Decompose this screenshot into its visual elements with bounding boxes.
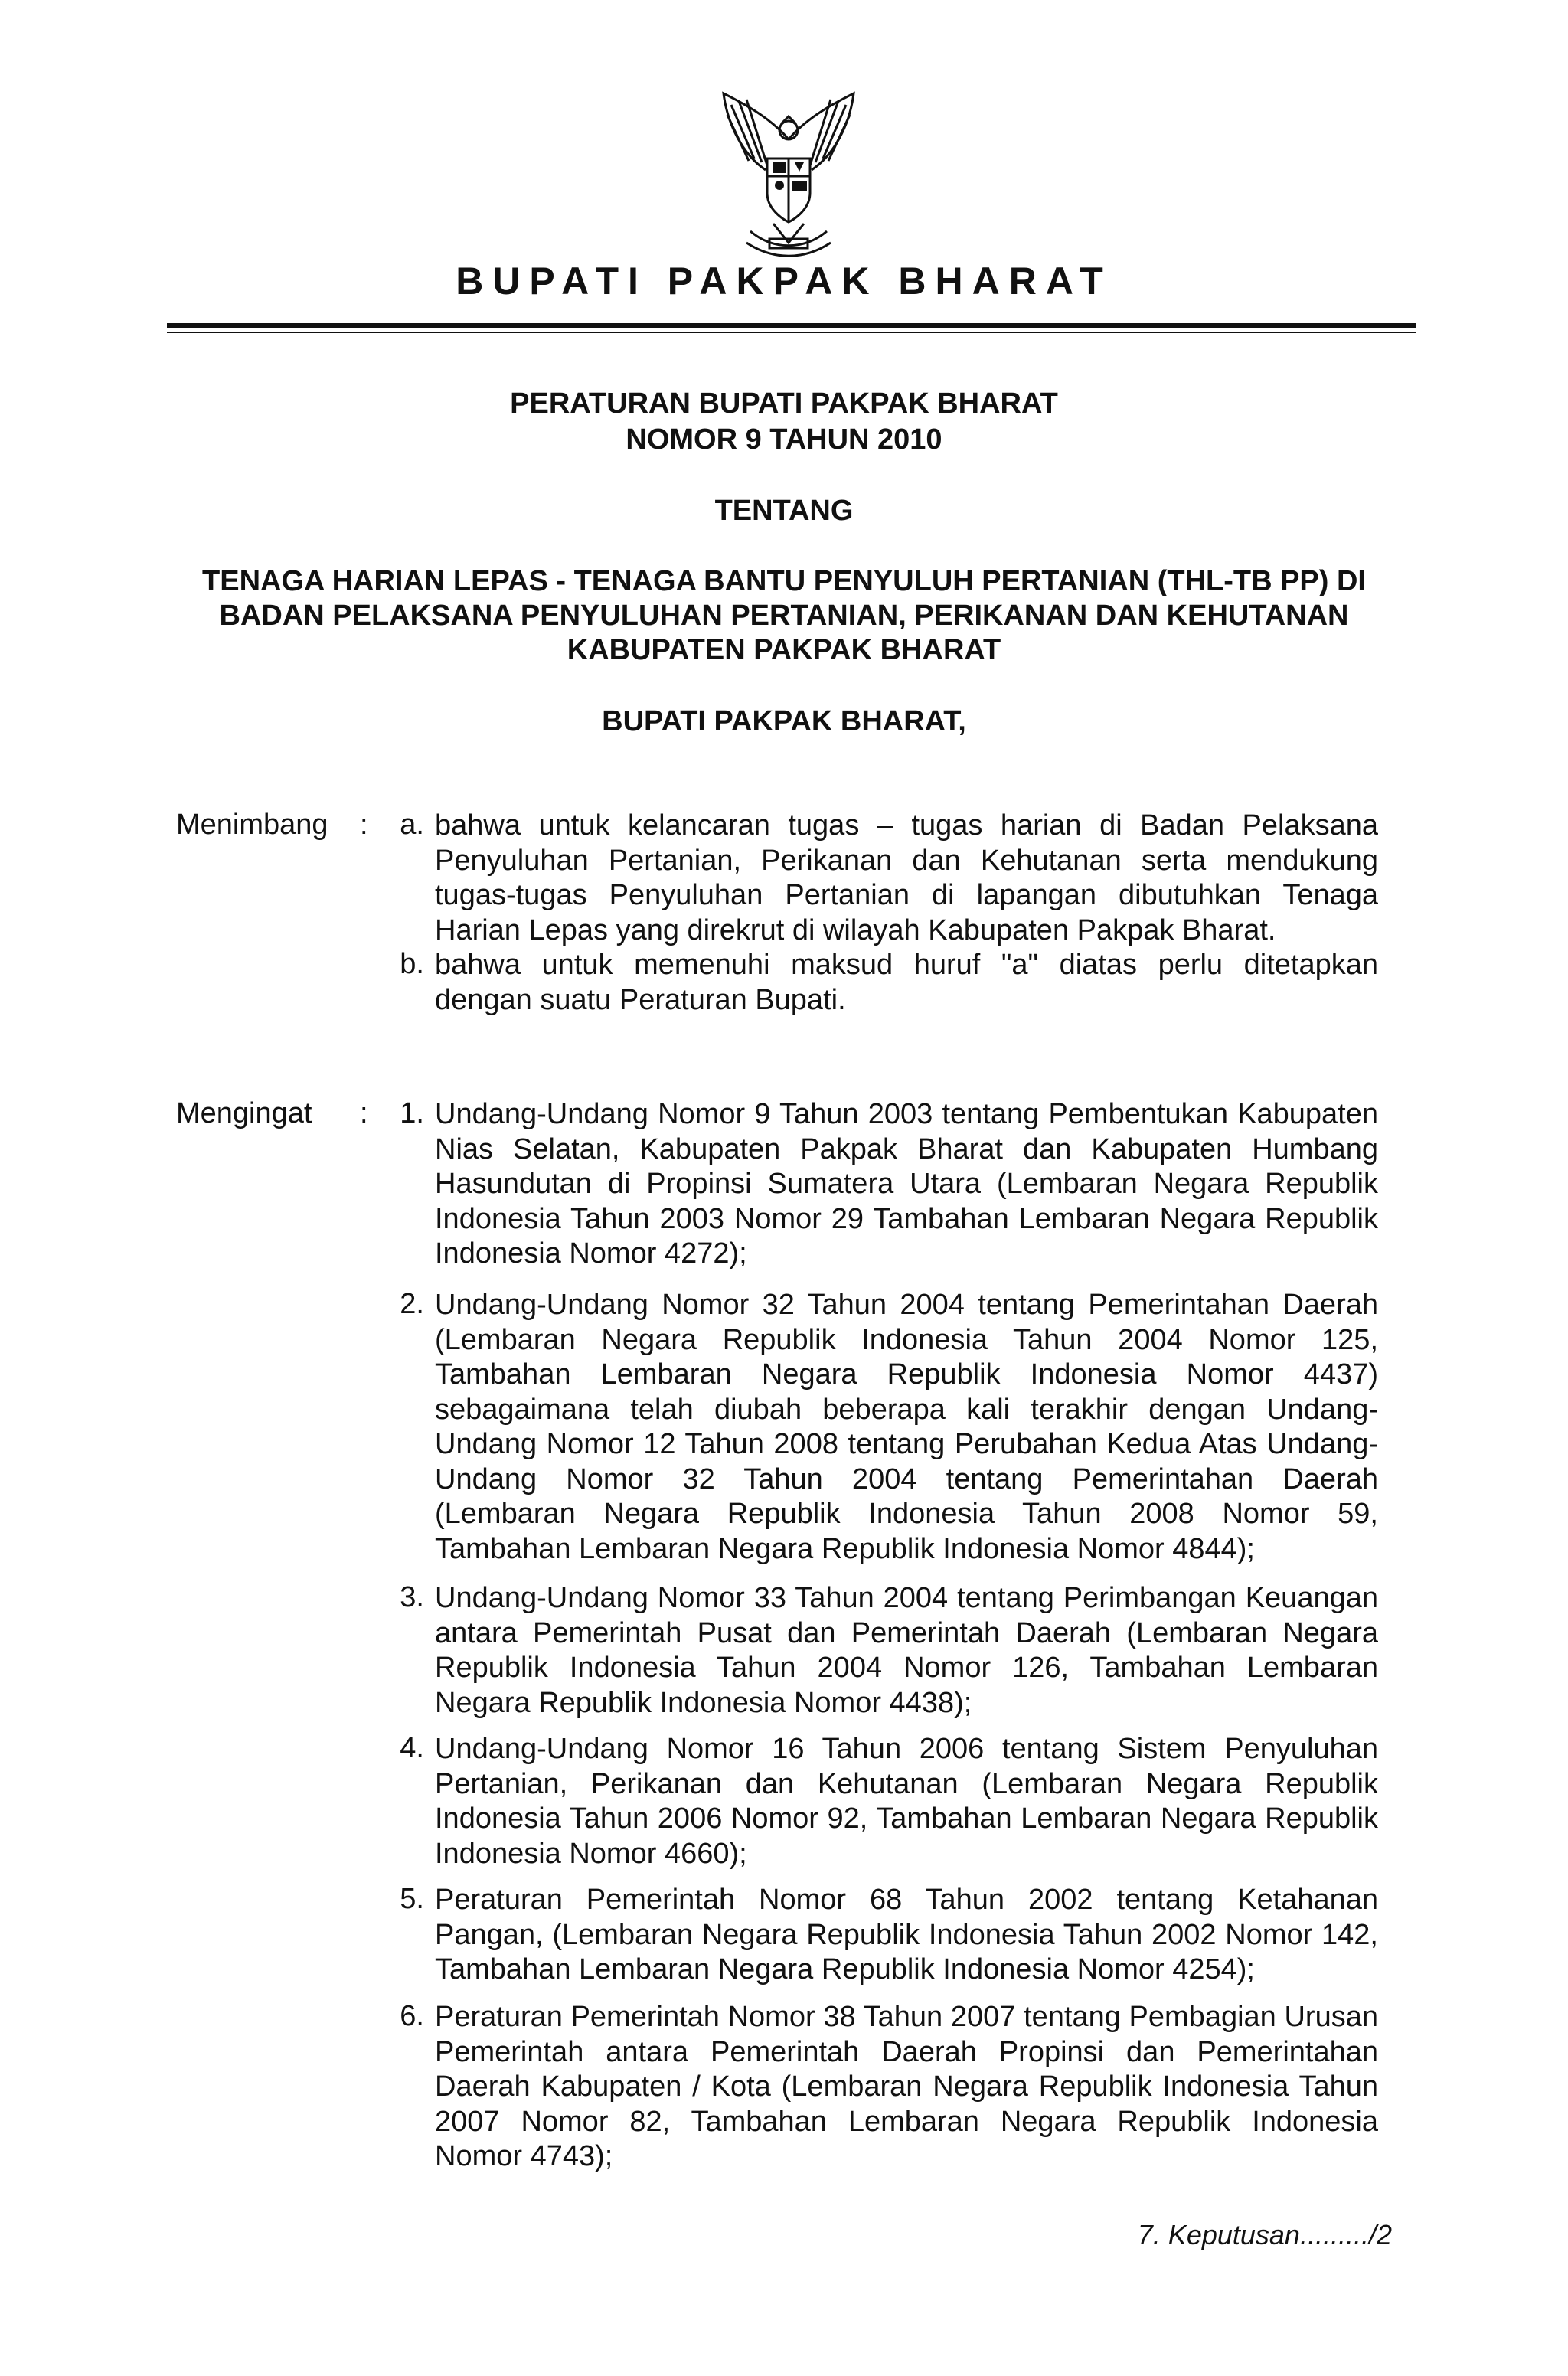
mengingat-item-3: Undang-Undang Nomor 33 Tahun 2004 tentang Perimbangan Keuangan antara Pemerintah Pusat dan Pemerintah Daerah (Lembaran Negara Republik Indonesia Tahun 2004 Nomor 126, Tambahan Lembaran Negara Republik Indonesia Nomor 4438); xyxy=(435,1582,1378,1719)
mengingat-marker-2: 2. xyxy=(400,1288,424,1320)
mengingat-item-4: Undang-Undang Nomor 16 Tahun 2006 tentang Sistem Penyuluhan Pertanian, Perikanan dan Kehutanan (Lembaran Negara Republik Indonesia Tahun 2006 Nomor 92, Tambahan Lembaran Negara Republik Indonesia Nomor 4660); xyxy=(435,1733,1378,1870)
regulation-number: NOMOR 9 TAHUN 2010 xyxy=(626,423,942,456)
menimbang-item-b: bahwa untuk memenuhi maksud huruf "a" diatas perlu ditetapkan dengan suatu Peraturan Bupati. xyxy=(435,949,1378,1016)
letterhead-rule-thin xyxy=(167,332,1416,333)
mengingat-label: Mengingat xyxy=(176,1097,312,1129)
letterhead-rule xyxy=(167,323,1416,328)
mengingat-item-2: Undang-Undang Nomor 32 Tahun 2004 tentang Pemerintahan Daerah (Lembaran Negara Republik Indonesia Tahun 2004 Nomor 125, Tambahan Lembaran Negara Republik Indonesia Nomor 4437) sebagaimana telah diubah beberapa kali terakhir dengan Undang-Undang Nomor 12 Tahun 2008 tentang Perubahan Kedua Atas Undang-Undang Nomor 32 Tahun 2004 tentang Pemerintahan Daerah (Lembaran Negara Republik Indonesia Tahun 2008 Nomor 59, Tambahan Lembaran Negara Republik Indonesia Nomor 4844); xyxy=(435,1289,1378,1565)
regulation-subject-line-3: KABUPATEN PAKPAK BHARAT xyxy=(567,634,1001,666)
menimbang-marker-b: b. xyxy=(400,948,424,980)
mengingat-marker-1: 1. xyxy=(400,1097,424,1129)
mengingat-marker-3: 3. xyxy=(400,1581,424,1613)
garuda-emblem-icon xyxy=(697,86,880,270)
mengingat-item-6: Peraturan Pemerintah Nomor 38 Tahun 2007 tentang Pembagian Urusan Pemerintah antara Pemerintah Daerah Propinsi dan Pemerintahan Daerah Kabupaten / Kota (Lembaran Negara Republik Indonesia Tahun 2007 Nomor 82, Tambahan Lembaran Negara Republik Indonesia Nomor 4743); xyxy=(435,2001,1378,2172)
menimbang-label: Menimbang xyxy=(176,809,328,841)
regulation-title: PERATURAN BUPATI PAKPAK BHARAT xyxy=(510,387,1058,420)
mengingat-colon: : xyxy=(360,1097,368,1129)
mengingat-item-5: Peraturan Pemerintah Nomor 68 Tahun 2002 tentang Ketahanan Pangan, (Lembaran Negara Republik Indonesia Tahun 2002 Nomor 142, Tambahan Lembaran Negara Republik Indonesia Nomor 4254); xyxy=(435,1884,1378,1985)
mengingat-marker-4: 4. xyxy=(400,1732,424,1764)
menimbang-colon: : xyxy=(360,809,368,841)
regulation-about: TENTANG xyxy=(714,495,854,527)
mengingat-marker-5: 5. xyxy=(400,1883,424,1915)
regulation-subject-line-2: BADAN PELAKSANA PENYULUHAN PERTANIAN, PERIKANAN DAN KEHUTANAN xyxy=(219,600,1349,632)
regulation-issuer: BUPATI PAKPAK BHARAT, xyxy=(602,705,966,737)
regulation-subject-line-1: TENAGA HARIAN LEPAS - TENAGA BANTU PENYULUH PERTANIAN (THL-TB PP) DI xyxy=(202,565,1366,597)
menimbang-marker-a: a. xyxy=(400,809,424,841)
mengingat-marker-6: 6. xyxy=(400,2000,424,2032)
letterhead-title: BUPATI PAKPAK BHARAT xyxy=(456,260,1112,302)
menimbang-item-a: bahwa untuk kelancaran tugas – tugas harian di Badan Pelaksana Penyuluhan Pertanian, Perikanan dan Kehutanan serta mendukung tugas-tugas Penyuluhan Pertanian di lapangan dibutuhkan Tenaga Harian Lepas yang direkrut di wilayah Kabupaten Pakpak Bharat. xyxy=(435,809,1378,946)
mengingat-item-1: Undang-Undang Nomor 9 Tahun 2003 tentang Pembentukan Kabupaten Nias Selatan, Kabupaten Pakpak Bharat dan Kabupaten Humbang Hasundutan di Propinsi Sumatera Utara (Lembaran Negara Republik Indonesia Tahun 2003 Nomor 29 Tambahan Lembaran Negara Republik Indonesia Nomor 4272); xyxy=(435,1098,1378,1270)
next-page-reference: 7. Keputusan........./2 xyxy=(1137,2219,1392,2250)
